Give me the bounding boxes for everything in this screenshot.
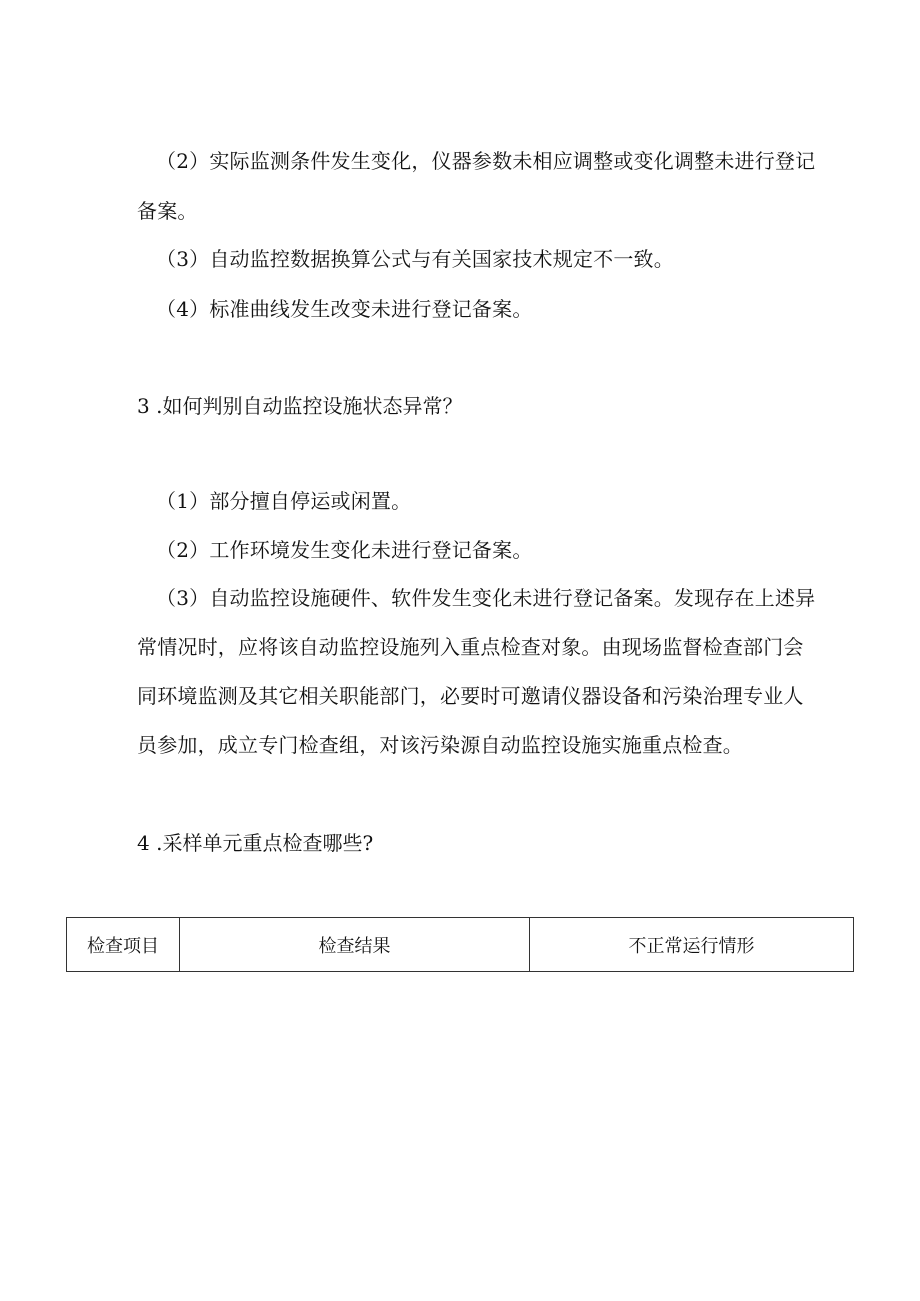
- section-3-item-3-line-1: （3）自动监控设施硬件、软件发生变化未进行登记备案。发现存在上述异: [156, 586, 816, 610]
- section-3-item-1: （1）部分擅自停运或闲置。: [156, 489, 412, 513]
- section-3-item-3-line-4: 员参加，成立专门检查组，对该污染源自动监控设施实施重点检查。: [137, 733, 743, 757]
- header-check-item: 检查项目: [67, 918, 180, 972]
- sampling-unit-table: [66, 917, 854, 972]
- section-4-heading: 4 .采样单元重点检查哪些?: [137, 831, 374, 855]
- item-3: （3）自动监控数据换算公式与有关国家技术规定不一致。: [156, 247, 674, 271]
- section-3-item-3-line-3: 同环境监测及其它相关职能部门，必要时可邀请仪器设备和污染治理专业人: [137, 684, 804, 708]
- item-2-line-2: 备案。: [137, 199, 198, 223]
- header-check-result: 检查结果: [180, 918, 530, 972]
- header-abnormal-situation: 不正常运行情形: [530, 918, 854, 972]
- item-4: （4）标准曲线发生改变未进行登记备案。: [156, 297, 533, 321]
- item-2-line-1: （2）实际监测条件发生变化，仪器参数未相应调整或变化调整未进行登记: [156, 149, 816, 173]
- section-3-item-3-line-2: 常情况时，应将该自动监控设施列入重点检查对象。由现场监督检查部门会: [137, 635, 804, 659]
- section-3-item-2: （2）工作环境发生变化未进行登记备案。: [156, 538, 533, 562]
- table-header-row: [67, 918, 854, 972]
- section-3-heading: 3 .如何判别自动监控设施状态异常？: [137, 394, 463, 418]
